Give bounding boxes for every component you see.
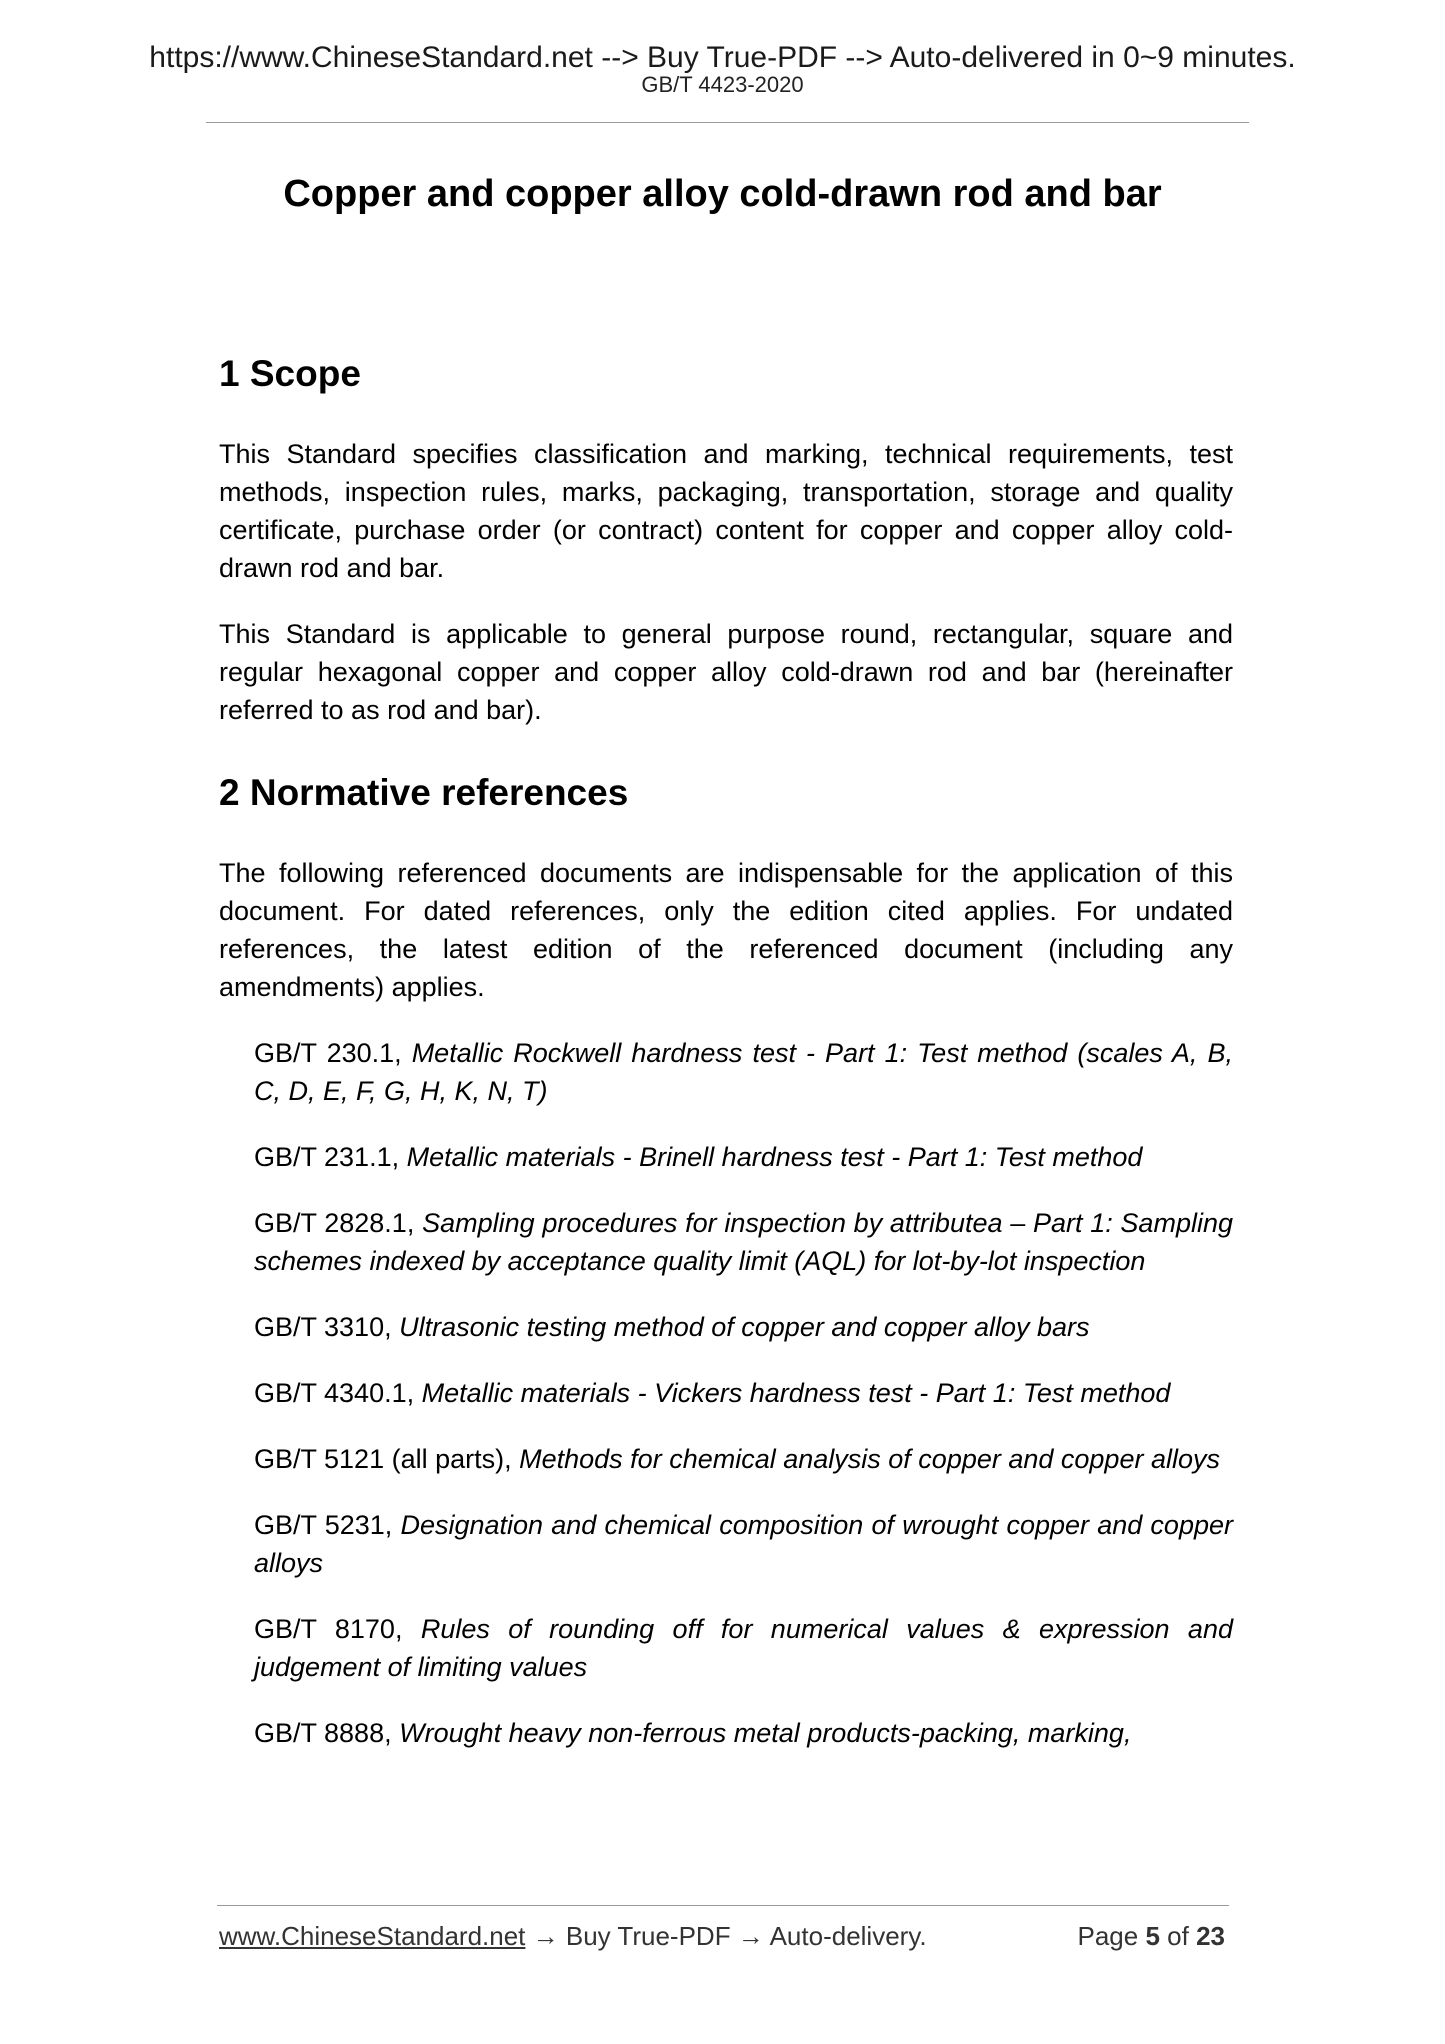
reference-code: GB/T 2828.1, [254,1208,415,1238]
document-body [219,352,1233,1780]
footer-tagline: → Buy True-PDF → Auto-delivery. [532,1921,927,1951]
standard-number: GB/T 4423-2020 [641,72,804,97]
reference-title: Metallic materials - Brinell hardness test - Part 1: Test method [406,1142,1143,1172]
reference-code: GB/T 230.1, [254,1038,402,1068]
reference-code: GB/T 4340.1, [254,1378,415,1408]
reference-list [254,1034,1233,1752]
reference-title: Metallic materials - Vickers hardness test - Part 1: Test method [421,1378,1171,1408]
reference-code: GB/T 8888, [254,1718,392,1748]
scope-paragraph: This Standard is applicable to general purpose round, rectangular, square and regular hexagonal copper and copper alloy cold-drawn rod and bar (hereinafter referred to as rod and bar). [219,619,1233,725]
reference-item [254,1714,1233,1752]
reference-item [254,1506,1233,1582]
reference-title: Methods for chemical analysis of copper and copper alloys [519,1444,1220,1474]
reference-code: GB/T 8170, [254,1614,403,1644]
page-number [1077,1919,1225,1953]
scope-paragraph: This Standard specifies classification and marking, technical requirements, test methods, inspection rules, marks, packaging, transportation, storage and quality certificate, purchase order (or contract) content for copper and copper alloy cold-drawn rod and bar. [219,439,1233,583]
document-title: Copper and copper alloy cold-drawn rod and bar [283,173,1162,215]
reference-item [254,1138,1233,1176]
reference-title: Wrought heavy non-ferrous metal products-packing, marking, [399,1718,1132,1748]
reference-title: Ultrasonic testing method of copper and copper alloy bars [399,1312,1090,1342]
reference-title: Designation and chemical composition of wrought copper and copper alloys [254,1510,1233,1578]
footer-site-link[interactable]: www.ChineseStandard.net [219,1921,526,1951]
reference-item [254,1034,1233,1110]
page-footer [219,1919,1225,1953]
reference-item [254,1610,1233,1686]
page-of: of [1167,1921,1189,1951]
reference-code: GB/T 5231, [254,1510,393,1540]
section-heading-normative-references: 2 Normative references [219,772,629,813]
normative-intro-paragraph: The following referenced documents are indispensable for the application of this document. For dated references, only the edition cited applies. For undated references, the latest edition of the referenced document (including any amendments) applies. [219,858,1233,1002]
footer-divider [217,1905,1229,1906]
reference-code: GB/T 231.1, [254,1142,400,1172]
header-banner: https://www.ChineseStandard.net --> Buy True-PDF --> Auto-delivered in 0~9 minutes. [149,41,1296,74]
page-label: Page [1077,1921,1139,1951]
header-divider [206,122,1249,123]
footer-left [219,1919,927,1953]
section-heading-scope: 1 Scope [219,353,361,394]
reference-title: Metallic Rockwell hardness test - Part 1: Test method (scales A, B, C, D, E, F, G, H, K, N, T) [254,1038,1233,1106]
reference-title: Sampling procedures for inspection by attributea – Part 1: Sampling schemes indexed by acceptance quality limit (AQL) for lot-by-lot inspection [254,1208,1233,1276]
reference-code: GB/T 5121 (all parts), [254,1444,512,1474]
page-total: 23 [1196,1921,1225,1951]
reference-item [254,1440,1233,1478]
reference-item [254,1308,1233,1346]
page-current: 5 [1145,1921,1160,1951]
reference-code: GB/T 3310, [254,1312,392,1342]
reference-item [254,1204,1233,1280]
reference-title: Rules of rounding off for numerical values & expression and judgement of limiting values [254,1614,1233,1682]
reference-item [254,1374,1233,1412]
